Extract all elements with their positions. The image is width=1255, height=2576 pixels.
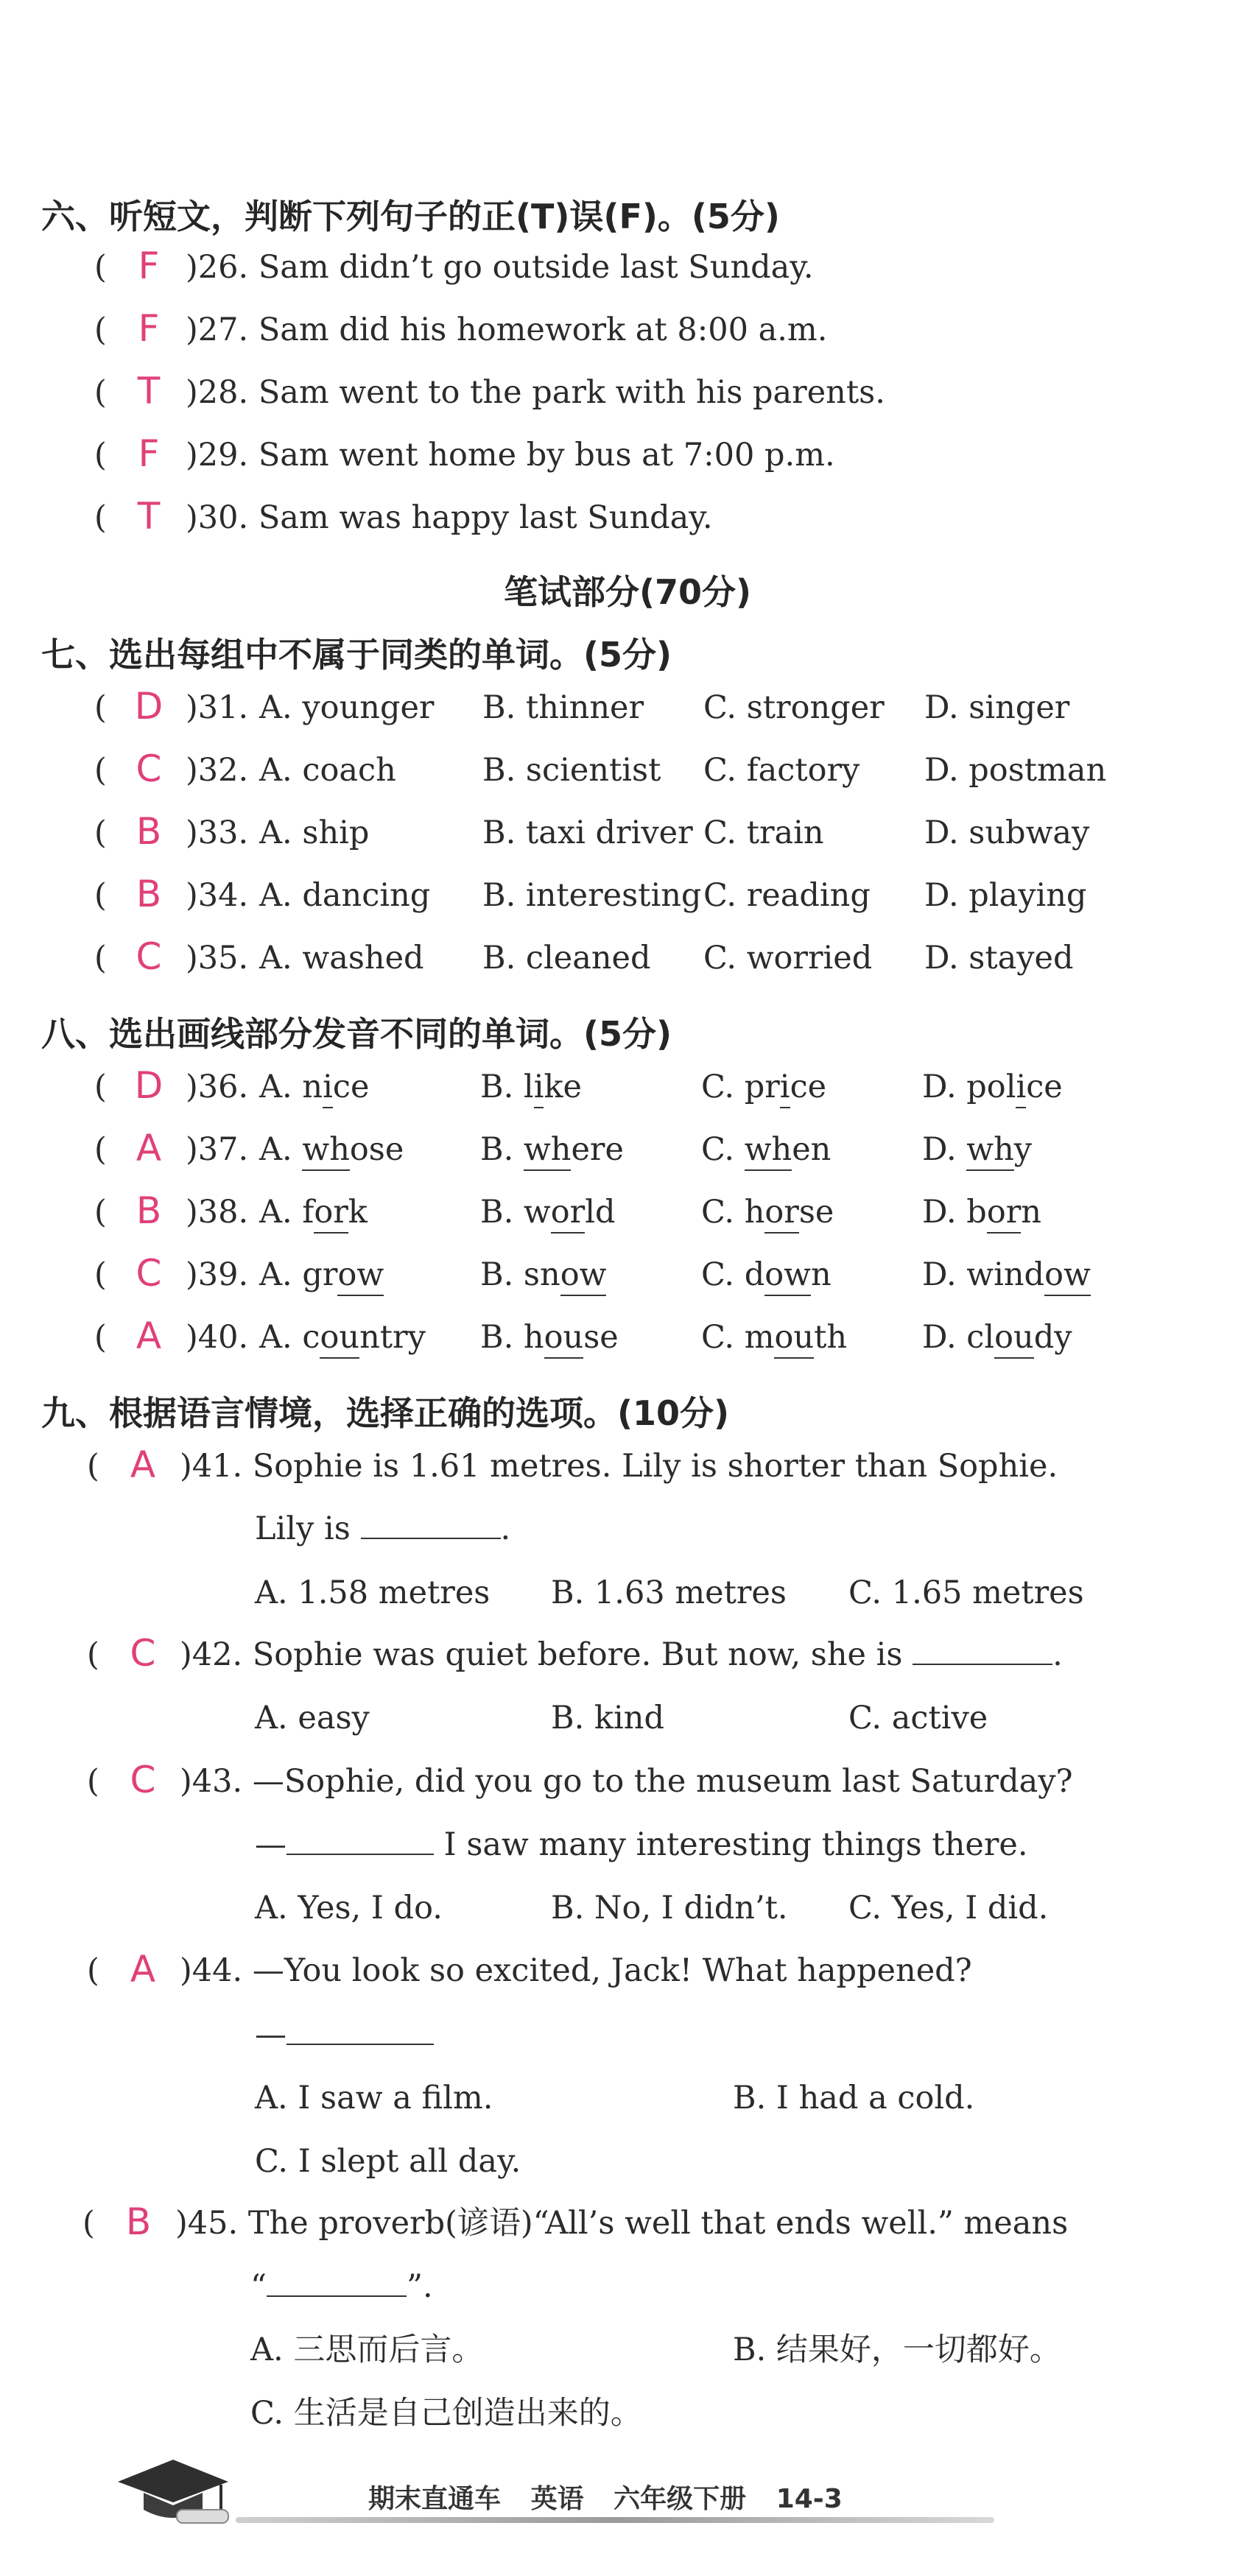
option-c: C. stronger bbox=[703, 689, 885, 726]
option-b: B. No, I didn’t. bbox=[551, 1890, 788, 1926]
question-45-blank: “ ”. bbox=[250, 2268, 433, 2305]
option-a: A. I saw a film. bbox=[255, 2080, 493, 2116]
paren-open: ( bbox=[87, 1952, 99, 1989]
paren-open: ( bbox=[94, 249, 107, 286]
paren-open: ( bbox=[94, 1194, 107, 1231]
paren-open: ( bbox=[94, 814, 107, 851]
option-a: A. washed bbox=[259, 940, 424, 976]
footer-book: 期末直通车 bbox=[368, 2484, 502, 2514]
option-a: A. ship bbox=[259, 814, 370, 851]
option-c: C. Yes, I did. bbox=[848, 1890, 1049, 1926]
footer bbox=[368, 2478, 863, 2516]
paren-open: ( bbox=[94, 940, 107, 976]
paren-open: ( bbox=[94, 752, 107, 789]
option-c: C. horse bbox=[701, 1197, 834, 1228]
option-b: B. I had a cold. bbox=[733, 2080, 975, 2116]
footer-grade: 六年级下册 bbox=[614, 2484, 747, 2514]
paren-open: ( bbox=[94, 689, 107, 726]
question-31-num: )31. bbox=[186, 689, 249, 726]
option-c: C. active bbox=[848, 1700, 988, 1736]
written-part-title: 笔试部分(70分) bbox=[503, 572, 752, 612]
option-b: B. cleaned bbox=[482, 940, 651, 976]
option-b: B. like bbox=[480, 1071, 582, 1103]
paren-open: ( bbox=[94, 1131, 107, 1168]
question-45-stem: )45. The proverb(谚语)“All’s well that ends well.” means bbox=[175, 2205, 1069, 2242]
answer-42: C bbox=[130, 1632, 156, 1675]
option-b: B. interesting bbox=[482, 877, 702, 914]
option-a: A. country bbox=[259, 1322, 426, 1354]
option-d: D. postman bbox=[924, 752, 1107, 789]
section-9-title: 九、根据语言情境，选择正确的选项。(10分) bbox=[41, 1393, 730, 1433]
footer-divider bbox=[236, 2517, 994, 2523]
paren-open: ( bbox=[94, 1256, 107, 1293]
question-32-num: )32. bbox=[186, 752, 249, 789]
option-d: D. stayed bbox=[924, 940, 1074, 976]
option-b: B. world bbox=[480, 1197, 615, 1228]
paren-open: ( bbox=[94, 437, 107, 474]
option-a: A. coach bbox=[259, 752, 396, 789]
question-33-num: )33. bbox=[186, 814, 249, 851]
paren-open: ( bbox=[87, 1763, 99, 1800]
question-44-stem: )44. —You look so excited, Jack! What happened? bbox=[180, 1952, 972, 1989]
answer-34: B bbox=[136, 873, 162, 915]
question-29-text: )29. Sam went home by bus at 7:00 p.m. bbox=[186, 437, 835, 474]
option-c: C. mouth bbox=[701, 1322, 847, 1354]
answer-43: C bbox=[130, 1759, 156, 1801]
answer-41: A bbox=[130, 1443, 156, 1486]
answer-27: F bbox=[138, 307, 160, 350]
option-c: C. when bbox=[701, 1134, 831, 1166]
option-d: D. born bbox=[922, 1197, 1041, 1228]
option-c: C. 1.65 metres bbox=[848, 1574, 1084, 1611]
option-c: C. worried bbox=[703, 940, 873, 976]
question-38-num: )38. bbox=[186, 1194, 249, 1231]
question-43-stem-2: — I saw many interesting things there. bbox=[255, 1826, 1028, 1863]
answer-44: A bbox=[130, 1948, 156, 1991]
option-d: D. subway bbox=[924, 814, 1090, 851]
question-27-text: )27. Sam did his homework at 8:00 a.m. bbox=[186, 312, 828, 348]
question-44-blank: — bbox=[255, 2019, 434, 2051]
option-d: D. cloudy bbox=[922, 1322, 1072, 1354]
answer-40: A bbox=[136, 1315, 162, 1357]
answer-29: F bbox=[138, 432, 160, 475]
option-a: A. fork bbox=[259, 1197, 368, 1228]
section-8-title: 八、选出画线部分发音不同的单词。(5分) bbox=[41, 1014, 672, 1054]
option-a: A. 三思而后言。 bbox=[250, 2332, 484, 2368]
option-b: B. kind bbox=[551, 1700, 664, 1736]
answer-32: C bbox=[136, 747, 162, 790]
question-37-num: )37. bbox=[186, 1131, 249, 1168]
option-d: D. why bbox=[922, 1134, 1032, 1166]
paren-open: ( bbox=[94, 374, 107, 411]
question-39-num: )39. bbox=[186, 1256, 249, 1293]
option-a: A. easy bbox=[255, 1700, 370, 1736]
option-c: C. down bbox=[701, 1259, 832, 1291]
answer-36: D bbox=[134, 1064, 164, 1107]
option-d: D. singer bbox=[924, 689, 1070, 726]
paren-open: ( bbox=[94, 1069, 107, 1105]
paren-open: ( bbox=[94, 1319, 107, 1356]
question-26-text: )26. Sam didn’t go outside last Sunday. bbox=[186, 249, 814, 286]
page-number: 14-3 bbox=[776, 2484, 843, 2514]
option-a: A. whose bbox=[259, 1134, 404, 1166]
option-a: A. grow bbox=[259, 1259, 384, 1291]
question-34-num: )34. bbox=[186, 877, 249, 914]
option-d: D. window bbox=[922, 1259, 1091, 1291]
paren-open: ( bbox=[87, 1636, 99, 1673]
section-6-title: 六、听短文，判断下列句子的正(T)误(F)。(5分) bbox=[41, 197, 780, 236]
option-c: C. reading bbox=[703, 877, 871, 914]
option-b: B. scientist bbox=[482, 752, 661, 789]
option-b: B. 1.63 metres bbox=[551, 1574, 787, 1611]
paren-open: ( bbox=[94, 499, 107, 536]
answer-33: B bbox=[136, 810, 162, 853]
option-b: B. thinner bbox=[482, 689, 644, 726]
question-36-num: )36. bbox=[186, 1069, 249, 1105]
option-a: A. Yes, I do. bbox=[255, 1890, 443, 1926]
answer-31: D bbox=[134, 685, 164, 728]
option-c: C. factory bbox=[703, 752, 860, 789]
option-c: C. 生活是自己创造出来的。 bbox=[250, 2395, 642, 2432]
option-c: C. train bbox=[703, 814, 824, 851]
graduation-cap-icon bbox=[110, 2452, 236, 2533]
question-43-stem: )43. —Sophie, did you go to the museum last Saturday? bbox=[180, 1763, 1073, 1800]
option-d: D. police bbox=[922, 1071, 1063, 1103]
option-a: A. dancing bbox=[259, 877, 431, 914]
option-a: A. 1.58 metres bbox=[255, 1574, 491, 1611]
question-30-text: )30. Sam was happy last Sunday. bbox=[186, 499, 713, 536]
option-b: B. snow bbox=[480, 1259, 606, 1291]
answer-39: C bbox=[136, 1252, 162, 1295]
question-40-num: )40. bbox=[186, 1319, 249, 1356]
option-c: C. price bbox=[701, 1071, 826, 1103]
footer-subject: 英语 bbox=[530, 2484, 584, 2514]
option-c: C. I slept all day. bbox=[255, 2143, 521, 2180]
paren-open: ( bbox=[94, 877, 107, 914]
question-41-stem-2: Lily is . bbox=[255, 1510, 511, 1547]
answer-45: B bbox=[125, 2200, 152, 2243]
question-35-num: )35. bbox=[186, 940, 249, 976]
option-b: B. 结果好，一切都好。 bbox=[733, 2332, 1061, 2368]
answer-26: F bbox=[138, 244, 160, 287]
option-b: B. where bbox=[480, 1134, 624, 1166]
option-a: A. younger bbox=[259, 689, 435, 726]
answer-37: A bbox=[136, 1127, 162, 1169]
option-a: A. nice bbox=[259, 1071, 369, 1103]
section-7-title: 七、选出每组中不属于同类的单词。(5分) bbox=[41, 635, 672, 675]
answer-35: C bbox=[136, 935, 162, 978]
option-d: D. playing bbox=[924, 877, 1087, 914]
option-b: B. house bbox=[480, 1322, 619, 1354]
answer-38: B bbox=[136, 1189, 162, 1232]
paren-open: ( bbox=[87, 1448, 99, 1485]
paren-open: ( bbox=[94, 312, 107, 348]
option-b: B. taxi driver bbox=[482, 814, 693, 851]
answer-28: T bbox=[137, 370, 161, 412]
question-41-stem: )41. Sophie is 1.61 metres. Lily is shorter than Sophie. bbox=[180, 1448, 1058, 1485]
question-42-stem: )42. Sophie was quiet before. But now, she is . bbox=[180, 1636, 1063, 1673]
question-28-text: )28. Sam went to the park with his parents. bbox=[186, 374, 885, 411]
answer-30: T bbox=[137, 495, 161, 538]
paren-open: ( bbox=[82, 2205, 95, 2242]
